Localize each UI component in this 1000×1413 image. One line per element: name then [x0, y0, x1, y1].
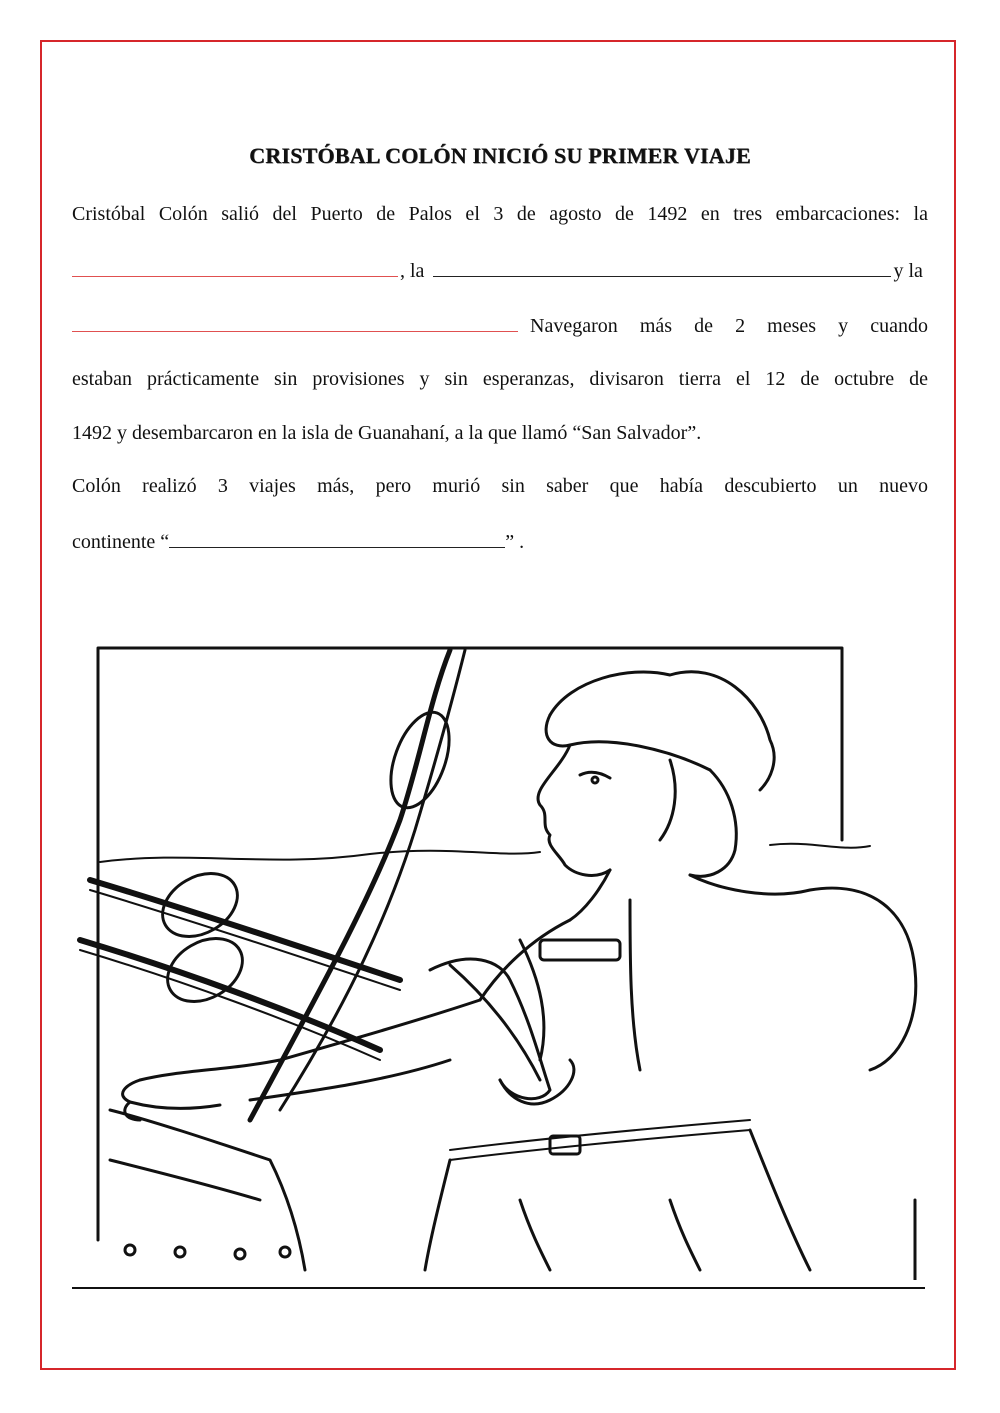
bottom-rule — [72, 1287, 925, 1289]
worksheet-title: CRISTÓBAL COLÓN INICIÓ SU PRIMER VIAJE — [249, 143, 751, 168]
line2-end-text: y la — [893, 260, 923, 282]
paragraph-line-2 — [72, 256, 928, 283]
paragraph-line-4: estaban prácticamente sin provisiones y sin esperanzas, divisaron tierra el 12 de octubre de — [72, 368, 928, 390]
columbus-coloring-drawing-icon — [70, 640, 930, 1280]
paragraph-line-7 — [72, 527, 928, 554]
paragraph-line-1: Cristóbal Colón salió del Puerto de Palos el 3 de agosto de 1492 en tres embarcaciones: la — [72, 203, 928, 225]
line7-start-text: continente “ — [72, 531, 170, 553]
ship-name-blank-2[interactable] — [433, 256, 891, 277]
ship-name-blank-1[interactable] — [72, 256, 398, 277]
line7-end-text: ” . — [505, 531, 525, 553]
continent-name-blank[interactable] — [169, 527, 505, 548]
paragraph-line-6: Colón realizó 3 viajes más, pero murió sin saber que había descubierto un nuevo — [72, 475, 928, 497]
paragraph-line-3 — [72, 311, 928, 338]
paragraph-line-5: 1492 y desembarcaron en la isla de Guanahaní, a la que llamó “San Salvador”. — [72, 422, 702, 444]
line2-mid-text: , la — [400, 260, 425, 282]
ship-name-blank-3[interactable] — [72, 311, 518, 332]
line3-end-text: Navegaron más de 2 meses y cuando — [530, 315, 928, 337]
